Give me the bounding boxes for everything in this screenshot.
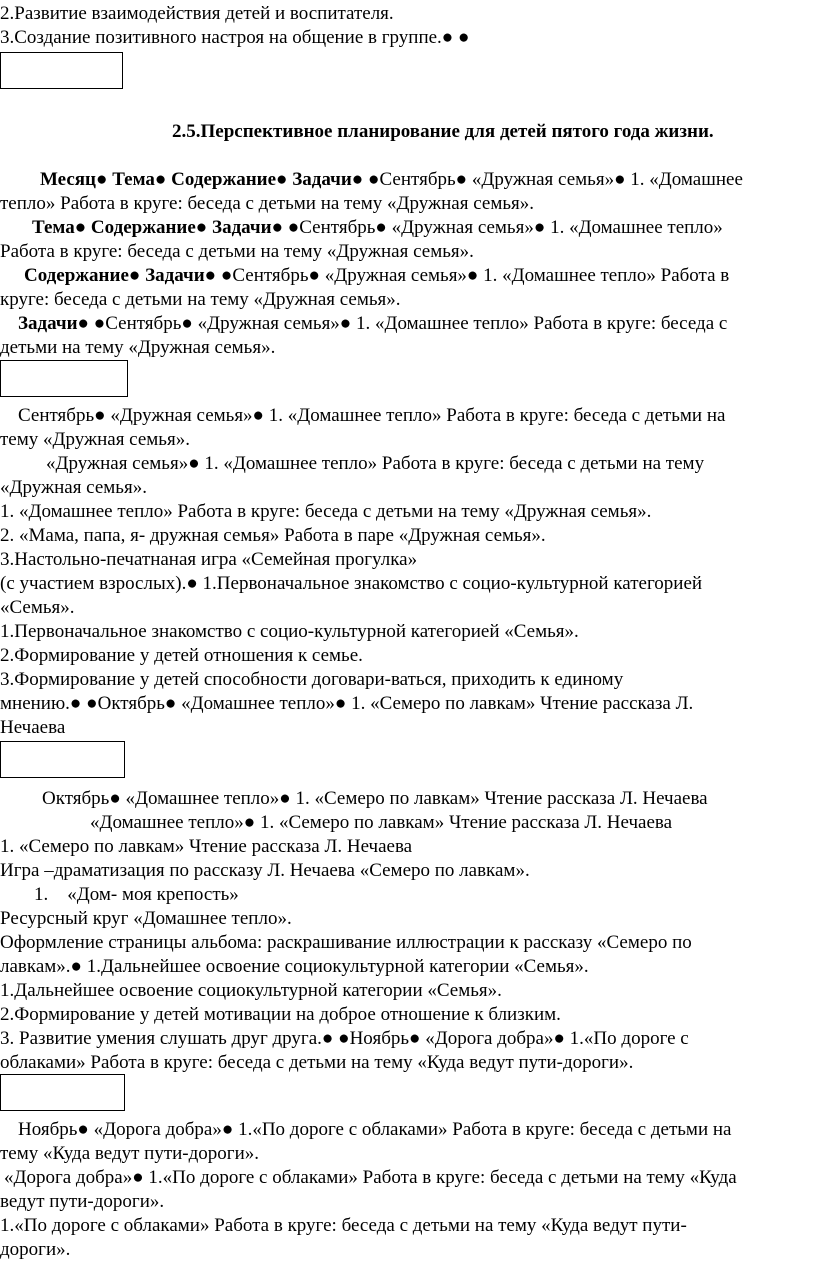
header-rest-part: Сентябрь● «Дружная семья»● 1. «Домашнее тепло» Работа в круге: беседа с	[105, 313, 728, 334]
table-header-row	[0, 216, 816, 240]
text-line: 1.«По дороге с облаками» Работа в круге: беседа с детьми на тему «Куда ведут пути-	[0, 1215, 687, 1236]
header-bold-part: Содержание● Задачи● ●	[24, 265, 233, 286]
table-header-row	[0, 168, 816, 192]
text-line: «Дружная семья».	[0, 477, 147, 498]
text-line: ведут пути-дороги».	[0, 1191, 165, 1212]
intro-line: 2.Развитие взаимодействия детей и воспитателя.	[0, 3, 394, 24]
header-continuation: детьми на тему «Дружная семья».	[0, 337, 276, 358]
text-line: 1. «Семеро по лавкам» Чтение рассказа Л. Нечаева	[0, 836, 413, 857]
text-line: 1.Первоначальное знакомство с социо-культурной категорией «Семья».	[0, 621, 579, 642]
text-line: 2.Формирование у детей отношения к семье.	[0, 645, 363, 666]
empty-table-cell	[0, 741, 125, 778]
text-line: дороги».	[0, 1239, 71, 1260]
intro-line: 3.Создание позитивного настроя на общение в группе.● ●	[0, 27, 470, 48]
table-header-row	[0, 312, 816, 336]
header-bold-part: Месяц● Тема● Содержание● Задачи● ●	[40, 169, 380, 190]
text-line: облаками» Работа в круге: беседа с детьми на тему «Куда ведут пути-дороги».	[0, 1052, 634, 1073]
text-line: 2.Формирование у детей мотивации на доброе отношение к близким.	[0, 1004, 561, 1025]
header-continuation: Работа в круге: беседа с детьми на тему «Дружная семья».	[0, 241, 474, 262]
empty-table-cell	[0, 360, 128, 397]
header-rest-part: Сентябрь● «Дружная семья»● 1. «Домашнее	[379, 169, 743, 190]
text-line: мнению.● ●Октябрь● «Домашнее тепло»● 1. «Семеро по лавкам» Чтение рассказа Л.	[0, 693, 694, 714]
empty-table-cell	[0, 1074, 125, 1111]
text-line: (с участием взрослых).● 1.Первоначальное знакомство с социо-культурной категорией	[0, 573, 703, 594]
text-line: Оформление страницы альбома: раскрашивание иллюстрации к рассказу «Семеро по	[0, 932, 692, 953]
header-continuation: круге: беседа с детьми на тему «Дружная семья».	[0, 289, 401, 310]
text-line: Октябрь● «Домашнее тепло»● 1. «Семеро по лавкам» Чтение рассказа Л. Нечаева	[42, 788, 708, 809]
text-line: 2. «Мама, папа, я- дружная семья» Работа в паре «Дружная семья».	[0, 525, 546, 546]
header-bold-part: Тема● Содержание● Задачи● ●	[32, 217, 300, 238]
text-line: «Дружная семья»● 1. «Домашнее тепло» Работа в круге: беседа с детьми на тему	[46, 453, 705, 474]
text-line: 3. Развитие умения слушать друг друга.● ●Ноябрь● «Дорога добра»● 1.«По дороге с	[0, 1028, 689, 1049]
text-line: тему «Дружная семья».	[0, 429, 190, 450]
text-line: «Домашнее тепло»● 1. «Семеро по лавкам» Чтение рассказа Л. Нечаева	[90, 812, 673, 833]
header-continuation: тепло» Работа в круге: беседа с детьми на тему «Дружная семья».	[0, 193, 535, 214]
text-line: Сентябрь● «Дружная семья»● 1. «Домашнее тепло» Работа в круге: беседа с детьми на	[18, 405, 726, 426]
text-line: «Семья».	[0, 597, 75, 618]
text-line: «Дорога добра»● 1.«По дороге с облаками» Работа в круге: беседа с детьми на тему «Куда	[4, 1167, 737, 1188]
text-line: Нечаева	[0, 717, 66, 738]
empty-table-cell	[0, 52, 123, 89]
header-rest-part: Сентябрь● «Дружная семья»● 1. «Домашнее тепло»	[299, 217, 723, 238]
text-line: 3.Настольно-печатнаная игра «Семейная прогулка»	[0, 549, 418, 570]
text-line: 3.Формирование у детей способности договари-ваться, приходить к единому	[0, 669, 624, 690]
table-header-row	[0, 264, 816, 288]
text-line: тему «Куда ведут пути-дороги».	[0, 1143, 260, 1164]
text-line: 1. «Домашнее тепло» Работа в круге: беседа с детьми на тему «Дружная семья».	[0, 501, 652, 522]
header-rest-part: Сентябрь● «Дружная семья»● 1. «Домашнее тепло» Работа в	[232, 265, 730, 286]
text-line: 1. «Дом- моя крепость»	[34, 884, 239, 905]
section-heading: 2.5.Перспективное планирование для детей пятого года жизни.	[172, 121, 714, 142]
text-line: Ноябрь● «Дорога добра»● 1.«По дороге с облаками» Работа в круге: беседа с детьми на	[18, 1119, 732, 1140]
text-line: Игра –драматизация по рассказу Л. Нечаева «Семеро по лавкам».	[0, 860, 530, 881]
header-bold-part: Задачи● ●	[18, 313, 106, 334]
text-line: 1.Дальнейшее освоение социокультурной категории «Семья».	[0, 980, 502, 1001]
text-line: лавкам».● 1.Дальнейшее освоение социокультурной категории «Семья».	[0, 956, 589, 977]
text-line: Ресурсный круг «Домашнее тепло».	[0, 908, 292, 929]
